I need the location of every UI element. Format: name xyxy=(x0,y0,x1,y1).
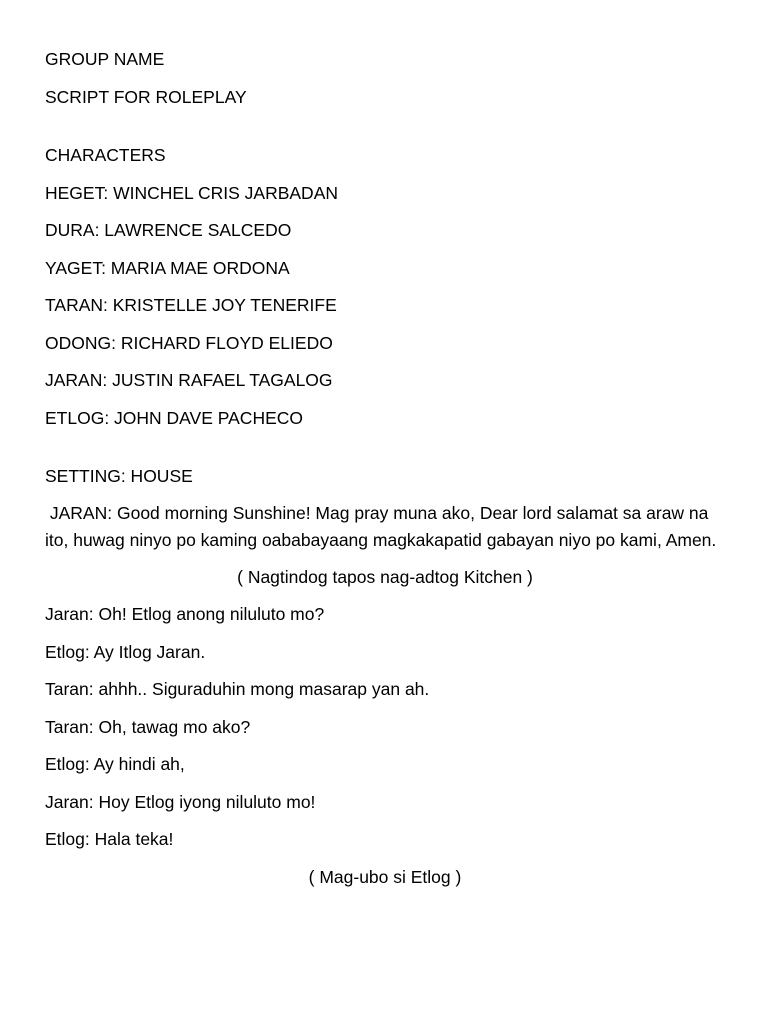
dialogue-line: Taran: ahhh.. Siguraduhin mong masarap yan ah. xyxy=(45,679,430,699)
dialogue-line: Etlog: Ay hindi ah, xyxy=(45,754,185,774)
character-entry: HEGET: WINCHEL CRIS JARBADAN xyxy=(45,182,339,203)
script-title: SCRIPT FOR ROLEPLAY xyxy=(45,86,247,107)
dialogue-line: Taran: Oh, tawag mo ako? xyxy=(45,716,251,737)
group-name: GROUP NAME xyxy=(45,49,165,69)
character-entry: YAGET: MARIA MAE ORDONA xyxy=(45,257,290,278)
dialogue-line: Jaran: Oh! Etlog anong niluluto mo? xyxy=(45,604,325,624)
dialogue-line: Jaran: Hoy Etlog iyong niluluto mo! xyxy=(45,791,316,812)
character-entry: ODONG: RICHARD FLOYD ELIEDO xyxy=(45,332,333,353)
document-page xyxy=(45,48,725,888)
characters-heading: CHARACTERS xyxy=(45,145,166,165)
spacer xyxy=(45,444,725,465)
character-entry: DURA: LAWRENCE SALCEDO xyxy=(45,220,292,240)
spacer xyxy=(45,123,725,144)
opening-dialogue: JARAN: Good morning Sunshine! Mag pray muna ako, Dear lord salamat sa araw na ito, huwag ninyo po kaming oababayaang magkakapatid gabayan niyo po kami, Amen. xyxy=(45,502,717,550)
dialogue-line: Etlog: Hala teka! xyxy=(45,829,174,849)
dialogue-line: Etlog: Ay Itlog Jaran. xyxy=(45,641,206,662)
character-entry: JARAN: JUSTIN RAFAEL TAGALOG xyxy=(45,370,333,390)
stage-direction: ( Mag-ubo si Etlog ) xyxy=(308,866,462,887)
character-entry: TARAN: KRISTELLE JOY TENERIFE xyxy=(45,295,337,315)
character-entry: ETLOG: JOHN DAVE PACHECO xyxy=(45,407,304,428)
stage-direction: ( Nagtindog tapos nag-adtog Kitchen ) xyxy=(237,566,533,587)
setting-line: SETTING: HOUSE xyxy=(45,466,193,486)
